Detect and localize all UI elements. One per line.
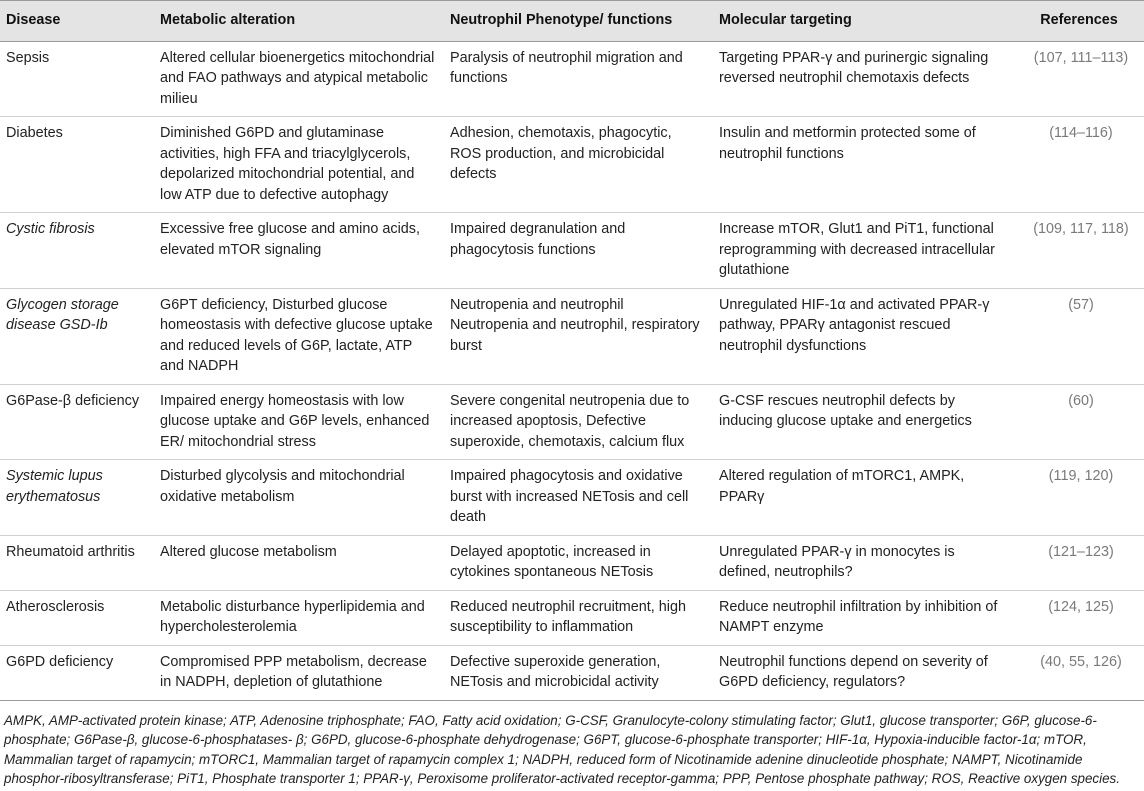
cell-references: (121–123) <box>1016 535 1144 590</box>
cell-disease: G6PD deficiency <box>0 645 154 700</box>
cell-molecular-targeting: Altered regulation of mTORC1, AMPK, PPARγ <box>713 460 1016 536</box>
cell-disease: Systemic lupus erythematosus <box>0 460 154 536</box>
header-neutrophil-phenotype: Neutrophil Phenotype/ functions <box>444 1 713 42</box>
table-row <box>0 645 1144 700</box>
header-disease: Disease <box>0 1 154 42</box>
cell-references: (109, 117, 118) <box>1016 213 1144 289</box>
cell-neutrophil-phenotype: Delayed apoptotic, increased in cytokines spontaneous NETosis <box>444 535 713 590</box>
cell-metabolic-alteration: Altered cellular bioenergetics mitochondrial and FAO pathways and atypical metabolic milieu <box>154 41 444 117</box>
table-body <box>0 41 1144 700</box>
cell-references: (114–116) <box>1016 117 1144 213</box>
header-references: References <box>1016 1 1144 42</box>
header-molecular-targeting: Molecular targeting <box>713 1 1016 42</box>
cell-neutrophil-phenotype: Defective superoxide generation, NETosis and microbicidal activity <box>444 645 713 700</box>
cell-metabolic-alteration: Metabolic disturbance hyperlipidemia and hypercholesterolemia <box>154 590 444 645</box>
cell-references: (60) <box>1016 384 1144 460</box>
cell-disease: G6Pase-β deficiency <box>0 384 154 460</box>
cell-neutrophil-phenotype: Neutropenia and neutrophil Neutropenia and neutrophil, respiratory burst <box>444 288 713 384</box>
table-row <box>0 41 1144 117</box>
cell-neutrophil-phenotype: Impaired phagocytosis and oxidative burst with increased NETosis and cell death <box>444 460 713 536</box>
header-row <box>0 1 1144 42</box>
table-header <box>0 1 1144 42</box>
cell-molecular-targeting: Targeting PPAR-γ and purinergic signaling reversed neutrophil chemotaxis defects <box>713 41 1016 117</box>
cell-metabolic-alteration: Compromised PPP metabolism, decrease in NADPH, depletion of glutathione <box>154 645 444 700</box>
table-row <box>0 213 1144 289</box>
cell-metabolic-alteration: Excessive free glucose and amino acids, elevated mTOR signaling <box>154 213 444 289</box>
table-row <box>0 288 1144 384</box>
table-row <box>0 460 1144 536</box>
cell-references: (124, 125) <box>1016 590 1144 645</box>
cell-neutrophil-phenotype: Severe congenital neutropenia due to increased apoptosis, Defective superoxide, chemotaxis, calcium flux <box>444 384 713 460</box>
cell-disease: Atherosclerosis <box>0 590 154 645</box>
cell-disease: Cystic fibrosis <box>0 213 154 289</box>
cell-disease: Glycogen storage disease GSD-Ib <box>0 288 154 384</box>
cell-molecular-targeting: Unregulated PPAR-γ in monocytes is defined, neutrophils? <box>713 535 1016 590</box>
cell-metabolic-alteration: Diminished G6PD and glutaminase activities, high FFA and triacylglycerols, depolarized mitochondrial potential, and low ATP due to defective autophagy <box>154 117 444 213</box>
cell-disease: Sepsis <box>0 41 154 117</box>
table-row <box>0 117 1144 213</box>
cell-molecular-targeting: Unregulated HIF-1α and activated PPAR-γ pathway, PPARγ antagonist rescued neutrophil dysfunctions <box>713 288 1016 384</box>
cell-molecular-targeting: Insulin and metformin protected some of neutrophil functions <box>713 117 1016 213</box>
cell-disease: Rheumatoid arthritis <box>0 535 154 590</box>
table-row <box>0 535 1144 590</box>
cell-molecular-targeting: Neutrophil functions depend on severity of G6PD deficiency, regulators? <box>713 645 1016 700</box>
cell-metabolic-alteration: Altered glucose metabolism <box>154 535 444 590</box>
cell-neutrophil-phenotype: Impaired degranulation and phagocytosis functions <box>444 213 713 289</box>
cell-references: (40, 55, 126) <box>1016 645 1144 700</box>
cell-references: (57) <box>1016 288 1144 384</box>
cell-metabolic-alteration: Impaired energy homeostasis with low glucose uptake and G6P levels, enhanced ER/ mitochondrial stress <box>154 384 444 460</box>
cell-references: (107, 111–113) <box>1016 41 1144 117</box>
table-footnote: AMPK, AMP-activated protein kinase; ATP, Adenosine triphosphate; FAO, Fatty acid oxidation; G-CSF, Granulocyte-colony stimulating factor; Glut1, glucose transporter; G6P, glucose-6-phosphate; G6Pase-β, glucose-6-phosphatases- β; G6PD, glucose-6-phosphate dehydrogenase; G6PT, glucose-6-phosphate transporter; HIF-1α, Hypoxia-inducible factor-1α; mTOR, Mammalian target of rapamycin; mTORC1, Mammalian target of rapamycin complex 1; NADPH, reduced form of Nicotinamide adenine dinucleotide phosphate; NAMPT, Nicotinamide phosphor-ribosyltransferase; PiT1, Phosphate transporter 1; PPAR-γ, Peroxisome proliferator-activated receptor-gamma; PPP, Pentose phosphate pathway; ROS, Reactive oxygen species. <box>4 712 1120 786</box>
cell-neutrophil-phenotype: Adhesion, chemotaxis, phagocytic, ROS production, and microbicidal defects <box>444 117 713 213</box>
cell-molecular-targeting: Reduce neutrophil infiltration by inhibition of NAMPT enzyme <box>713 590 1016 645</box>
cell-molecular-targeting: G-CSF rescues neutrophil defects by inducing glucose uptake and energetics <box>713 384 1016 460</box>
cell-neutrophil-phenotype: Paralysis of neutrophil migration and functions <box>444 41 713 117</box>
cell-molecular-targeting: Increase mTOR, Glut1 and PiT1, functional reprogramming with decreased intracellular glutathione <box>713 213 1016 289</box>
cell-references: (119, 120) <box>1016 460 1144 536</box>
cell-neutrophil-phenotype: Reduced neutrophil recruitment, high susceptibility to inflammation <box>444 590 713 645</box>
cell-metabolic-alteration: G6PT deficiency, Disturbed glucose homeostasis with defective glucose uptake and reduced levels of G6P, lactate, ATP and NADPH <box>154 288 444 384</box>
table-row <box>0 590 1144 645</box>
header-metabolic-alteration: Metabolic alteration <box>154 1 444 42</box>
cell-metabolic-alteration: Disturbed glycolysis and mitochondrial oxidative metabolism <box>154 460 444 536</box>
cell-disease: Diabetes <box>0 117 154 213</box>
table-row <box>0 384 1144 460</box>
